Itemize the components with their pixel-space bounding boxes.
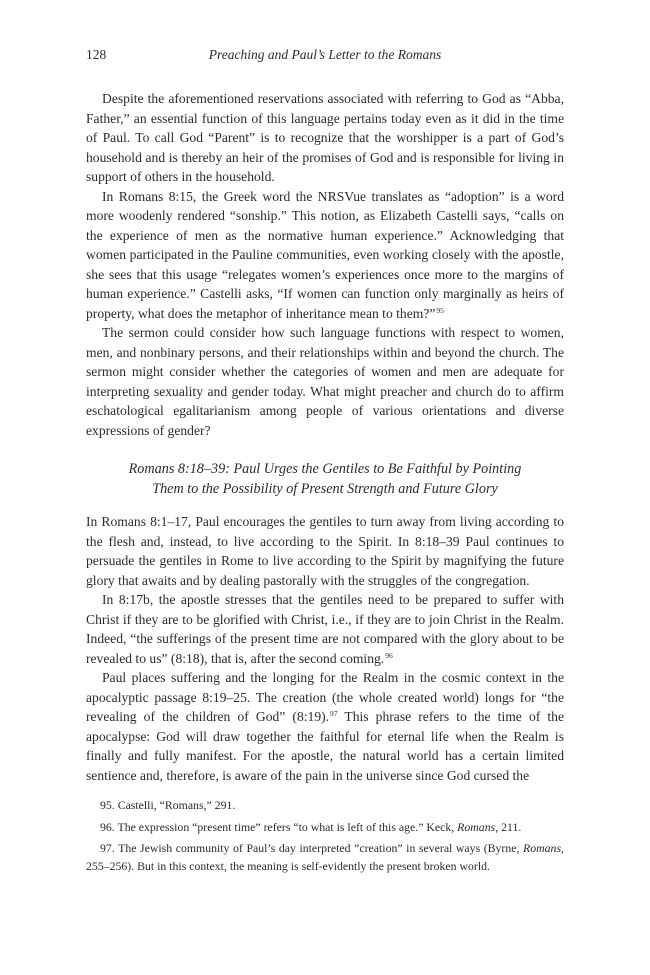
paragraph-text: Paul places suffering and the longing for the Realm in the cosmic context in the apocalyptic passage 8:19–25. The creation (the whole created world) longs for “the revealing of the children of God” (8:19). [86,670,564,724]
body-paragraph [86,187,564,324]
body-paragraph: In Romans 8:1–17, Paul encourages the gentiles to turn away from living according to the flesh and, instead, to live according to the Spirit. In 8:18–39 Paul continues to persuade the gentiles in Rome to live according to the Spirit by magnifying the future glory that awaits and by dealing pastorally with the struggles of the congregation. [86,514,564,588]
page-number: 128 [86,47,107,62]
footnote-text: 97. The Jewish community of Paul’s day interpreted ”creation” in several ways (Byrne, [100,841,524,855]
footnote-text: , 211. [495,819,522,834]
running-head [86,45,564,65]
footnote-title: Romans [523,841,562,855]
paragraph-text: In Romans 8:15, the Greek word the NRSVue translates as “adoption” is a word more woodenly rendered “sonship.” This notion, as Elizabeth Castelli says, “calls on the experience of men as the normative human experience.” Acknowledging that women participated in the Pauline communities, even working closely with the apostle, she sees that this usage “relegates women’s experiences once more to the margins of human experience.” Castelli asks, “If women can function only marginally as heirs of property, what does the metaphor of inheritance mean to them?” [86,188,564,321]
paragraph-text: In 8:17b, the apostle stresses that the gentiles need to be prepared to suffer with Christ if they are to be glorified with Christ, i.e., if they are to join Christ in the Realm. Indeed, “the sufferings of the present time are not compared with the glory about to be revealed to us” (8:18), that is, after the second coming. [86,592,564,666]
paragraph-text: This phrase refers to the time of the apocalypse: God will draw together the faithful for eternal life when the Realm is finally and fully manifest. For the apostle, the natural world has a certain limited sentience and, therefore, is aware of the pain in the universe since God cursed the [86,709,564,783]
section-body-bottom [86,512,564,785]
footnote-title: Romans [457,819,496,834]
section-heading [86,459,564,499]
footnote-96 [86,819,564,837]
body-paragraph: The sermon could consider how such language functions with respect to women, men, and nonbinary persons, and their relationships within and beyond the church. The sermon might consider whether the categories of women and men are adequate for interpreting sexuality and gender today. What might preacher and church do to affirm eschatological egalitarianism among people of various orientations and diverse expressions of gender? [86,325,564,438]
footnote-ref-96[interactable]: 96 [385,650,393,660]
body-paragraph [86,668,564,785]
footnote-text: 96. The expression “present time” refers “to what is left of this age.” Keck, [100,819,458,834]
body-paragraph: Despite the aforementioned reservations associated with referring to God as “Abba, Father,” an essential function of this language pertains today even as it did in the time of Paul. To call God “Parent” is to recognize that the worshipper is a part of God’s household and is thereby an heir of the promises of God and is responsible for living in support of others in the household. [86,91,564,184]
section-heading-line-2: Them to the Possibility of Present Strength and Future Glory [152,481,498,497]
footnote-text: , 255–256). But in this context, the meaning is self-evidently the present broken world. [86,841,564,873]
running-title: Preaching and Paul’s Letter to the Romans [208,47,442,62]
footnote-95: 95. Castelli, “Romans,” 291. [100,798,236,812]
footnote-ref-95[interactable]: 95 [436,305,444,315]
footnotes [86,797,564,875]
footnote-ref-97[interactable]: 97 [330,709,338,718]
body-paragraph [86,590,564,668]
section-heading-line-1: Romans 8:18–39: Paul Urges the Gentiles to Be Faithful by Pointing [128,461,522,477]
section-body-top [86,89,564,440]
footnote-97 [86,840,564,875]
